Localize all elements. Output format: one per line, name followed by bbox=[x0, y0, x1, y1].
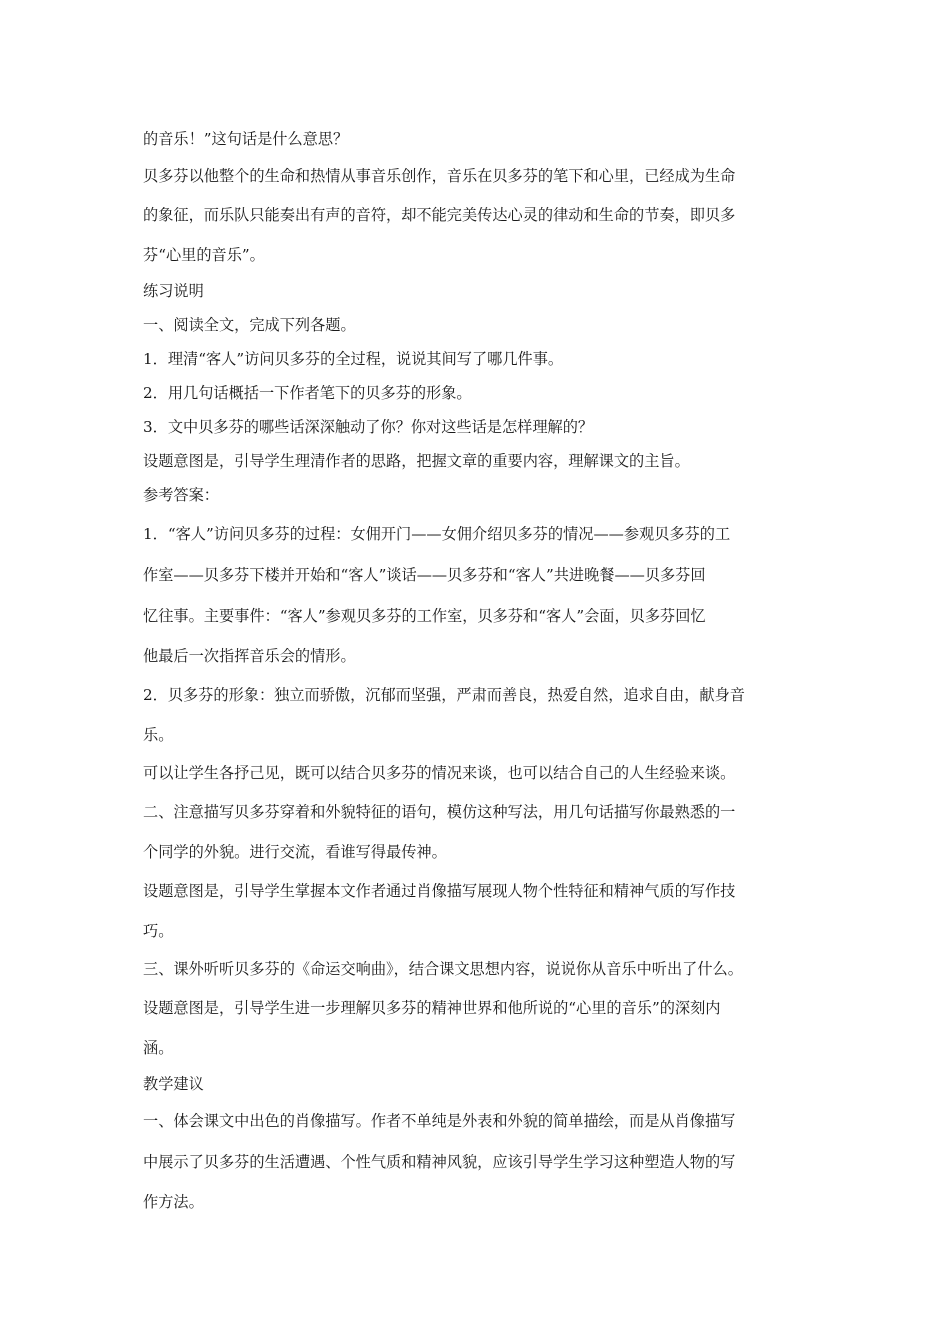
text-line: 他最后一次指挥音乐会的情形。 bbox=[143, 647, 356, 665]
intro-question-end bbox=[143, 122, 809, 156]
text-line: 设题意图是，引导学生理清作者的思路，把握文章的重要内容，理解课文的主旨。 bbox=[143, 452, 690, 470]
exercise-one-question-3 bbox=[143, 410, 809, 444]
text-line: 二、注意描写贝多芬穿着和外貌特征的语句，模仿这种写法，用几句话描写你最熟悉的一 bbox=[143, 803, 736, 821]
exercise-one-intent bbox=[143, 444, 809, 478]
answer-3-paragraph bbox=[143, 754, 809, 792]
text-line: 涵。 bbox=[143, 1039, 174, 1057]
text-line: 3．文中贝多芬的哪些话深深触动了你？你对这些话是怎样理解的？ bbox=[143, 418, 594, 436]
text-line: 的音乐！”这句话是什么意思？ bbox=[143, 130, 349, 148]
text-line: 1．理清“客人”访问贝多芬的全过程，说说其间写了哪几件事。 bbox=[143, 350, 564, 368]
reference-answer-label bbox=[143, 478, 809, 512]
text-line: 设题意图是，引导学生掌握本文作者通过肖像描写展现人物个性特征和精神气质的写作技 bbox=[143, 882, 736, 900]
text-line: 忆往事。主要事件：“客人”参观贝多芬的工作室，贝多芬和“客人”会面，贝多芬回忆 bbox=[143, 607, 706, 625]
text-line: 1．“客人”访问贝多芬的过程：女佣开门——女佣介绍贝多芬的情况——参观贝多芬的工 bbox=[143, 525, 731, 543]
text-line: 巧。 bbox=[143, 922, 174, 940]
section-heading: 教学建议 bbox=[143, 1075, 204, 1093]
exercise-one-title bbox=[143, 308, 809, 342]
exercise-three-intent bbox=[143, 988, 809, 1067]
text-line: 一、阅读全文，完成下列各题。 bbox=[143, 316, 356, 334]
text-line: 可以让学生各抒己见，既可以结合贝多芬的情况来谈，也可以结合自己的人生经验来谈。 bbox=[143, 764, 736, 782]
intro-answer-paragraph bbox=[143, 157, 809, 274]
exercise-one-question-1 bbox=[143, 342, 809, 376]
exercise-heading bbox=[143, 274, 809, 308]
text-line: 设题意图是，引导学生进一步理解贝多芬的精神世界和他所说的“心里的音乐”的深刻内 bbox=[143, 999, 721, 1017]
answer-2-paragraph bbox=[143, 675, 809, 754]
exercise-two-intent bbox=[143, 871, 809, 950]
text-line: 个同学的外貌。进行交流，看谁写得最传神。 bbox=[143, 843, 447, 861]
answer-1-paragraph bbox=[143, 514, 809, 675]
text-line: 2．贝多芬的形象：独立而骄傲，沉郁而坚强，严肃而善良，热爱自然，追求自由，献身音 bbox=[143, 686, 745, 704]
exercise-three-paragraph bbox=[143, 950, 809, 988]
text-line: 三、课外听听贝多芬的《命运交响曲》，结合课文思想内容，说说你从音乐中听出了什么。 bbox=[143, 960, 743, 978]
teaching-heading bbox=[143, 1067, 809, 1101]
text-line: 芬“心里的音乐”。 bbox=[143, 246, 265, 264]
text-line: 乐。 bbox=[143, 726, 174, 744]
text-line: 一、体会课文中出色的肖像描写。作者不单纯是外表和外貌的简单描绘，而是从肖像描写 bbox=[143, 1112, 736, 1130]
teaching-suggestion-1 bbox=[143, 1101, 809, 1221]
text-line: 的象征，而乐队只能奏出有声的音符，却不能完美传达心灵的律动和生命的节奏，即贝多 bbox=[143, 206, 736, 224]
text-line: 参考答案： bbox=[143, 486, 219, 504]
exercise-one-question-2 bbox=[143, 376, 809, 410]
text-line: 中展示了贝多芬的生活遭遇、个性气质和精神风貌，应该引导学生学习这种塑造人物的写 bbox=[143, 1153, 736, 1171]
document-page bbox=[143, 122, 809, 1221]
section-heading: 练习说明 bbox=[143, 282, 204, 300]
text-line: 作室——贝多芬下楼并开始和“客人”谈话——贝多芬和“客人”共进晚餐——贝多芬回 bbox=[143, 566, 706, 584]
text-line: 贝多芬以他整个的生命和热情从事音乐创作，音乐在贝多芬的笔下和心里，已经成为生命 bbox=[143, 167, 736, 185]
exercise-two-paragraph bbox=[143, 792, 809, 871]
text-line: 作方法。 bbox=[143, 1193, 204, 1211]
text-line: 2．用几句话概括一下作者笔下的贝多芬的形象。 bbox=[143, 384, 472, 402]
